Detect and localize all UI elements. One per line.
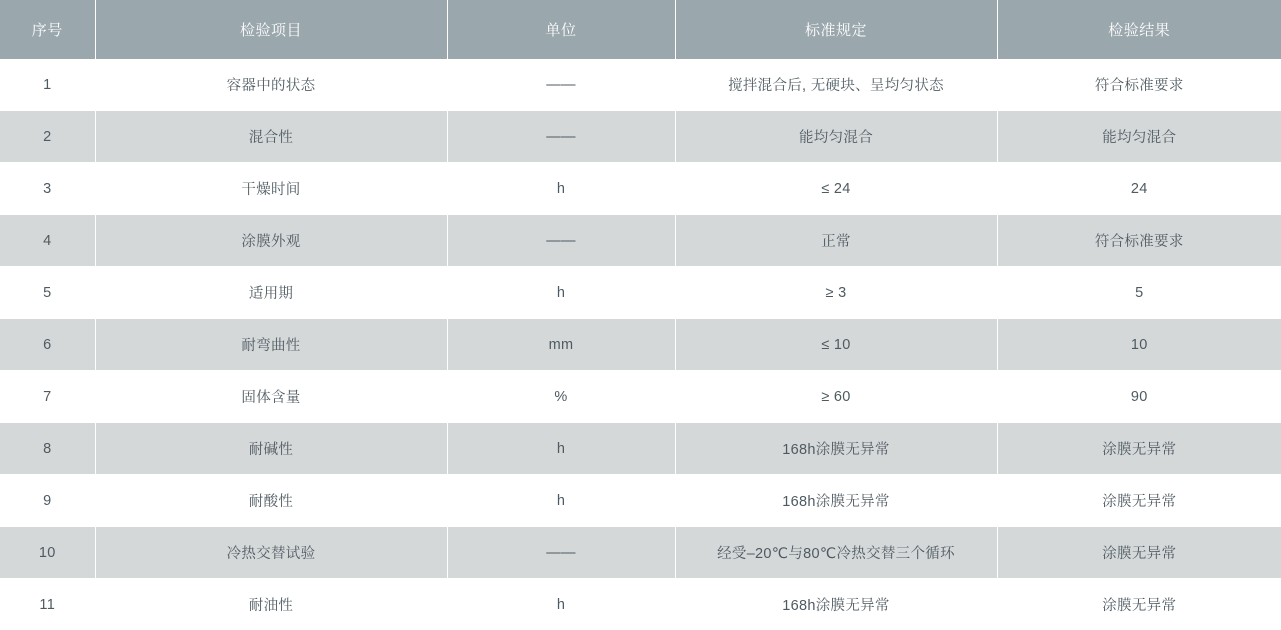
cell-result: 涂膜无异常	[997, 423, 1281, 475]
cell-item: 干燥时间	[95, 163, 447, 215]
cell-index: 1	[0, 59, 95, 111]
table-row	[0, 111, 1281, 163]
cell-index: 5	[0, 267, 95, 319]
cell-result: 涂膜无异常	[997, 527, 1281, 579]
cell-result: 能均匀混合	[997, 111, 1281, 163]
cell-index: 2	[0, 111, 95, 163]
cell-unit: h	[447, 579, 675, 630]
cell-result: 24	[997, 163, 1281, 215]
table-row	[0, 215, 1281, 267]
cell-unit: h	[447, 163, 675, 215]
cell-item: 耐油性	[95, 579, 447, 630]
cell-index: 10	[0, 527, 95, 579]
cell-standard: 正常	[675, 215, 997, 267]
cell-result: 符合标准要求	[997, 59, 1281, 111]
cell-result: 涂膜无异常	[997, 579, 1281, 630]
table-row	[0, 475, 1281, 527]
cell-unit: h	[447, 423, 675, 475]
table-row	[0, 319, 1281, 371]
cell-standard: 搅拌混合后, 无硬块、呈均匀状态	[675, 59, 997, 111]
cell-index: 3	[0, 163, 95, 215]
cell-result: 10	[997, 319, 1281, 371]
cell-result: 5	[997, 267, 1281, 319]
cell-unit: ——	[447, 215, 675, 267]
cell-standard: ≤ 10	[675, 319, 997, 371]
table-header	[0, 0, 1281, 59]
cell-index: 7	[0, 371, 95, 423]
table-header-row	[0, 0, 1281, 59]
column-header-standard: 标准规定	[675, 0, 997, 59]
table-row	[0, 371, 1281, 423]
cell-index: 11	[0, 579, 95, 630]
cell-item: 耐酸性	[95, 475, 447, 527]
table-row	[0, 527, 1281, 579]
cell-unit: mm	[447, 319, 675, 371]
cell-item: 混合性	[95, 111, 447, 163]
cell-standard: 168h涂膜无异常	[675, 423, 997, 475]
cell-index: 4	[0, 215, 95, 267]
table-row	[0, 163, 1281, 215]
cell-unit: ——	[447, 111, 675, 163]
table-row	[0, 59, 1281, 111]
cell-item: 冷热交替试验	[95, 527, 447, 579]
column-header-item: 检验项目	[95, 0, 447, 59]
cell-index: 6	[0, 319, 95, 371]
cell-item: 耐碱性	[95, 423, 447, 475]
cell-unit: h	[447, 475, 675, 527]
cell-item: 固体含量	[95, 371, 447, 423]
cell-unit: h	[447, 267, 675, 319]
cell-unit: ——	[447, 527, 675, 579]
cell-result: 90	[997, 371, 1281, 423]
cell-standard: 168h涂膜无异常	[675, 579, 997, 630]
table-row	[0, 579, 1281, 630]
cell-standard: 经受–20℃与80℃冷热交替三个循环	[675, 527, 997, 579]
cell-item: 容器中的状态	[95, 59, 447, 111]
cell-item: 耐弯曲性	[95, 319, 447, 371]
cell-standard: ≥ 60	[675, 371, 997, 423]
cell-unit: %	[447, 371, 675, 423]
cell-standard: ≥ 3	[675, 267, 997, 319]
column-header-unit: 单位	[447, 0, 675, 59]
cell-standard: 168h涂膜无异常	[675, 475, 997, 527]
cell-standard: 能均匀混合	[675, 111, 997, 163]
cell-unit: ——	[447, 59, 675, 111]
table-row	[0, 423, 1281, 475]
table-row	[0, 267, 1281, 319]
cell-result: 涂膜无异常	[997, 475, 1281, 527]
column-header-index: 序号	[0, 0, 95, 59]
cell-result: 符合标准要求	[997, 215, 1281, 267]
column-header-result: 检验结果	[997, 0, 1281, 59]
cell-index: 8	[0, 423, 95, 475]
cell-standard: ≤ 24	[675, 163, 997, 215]
cell-item: 涂膜外观	[95, 215, 447, 267]
cell-index: 9	[0, 475, 95, 527]
cell-item: 适用期	[95, 267, 447, 319]
table-body	[0, 59, 1281, 630]
